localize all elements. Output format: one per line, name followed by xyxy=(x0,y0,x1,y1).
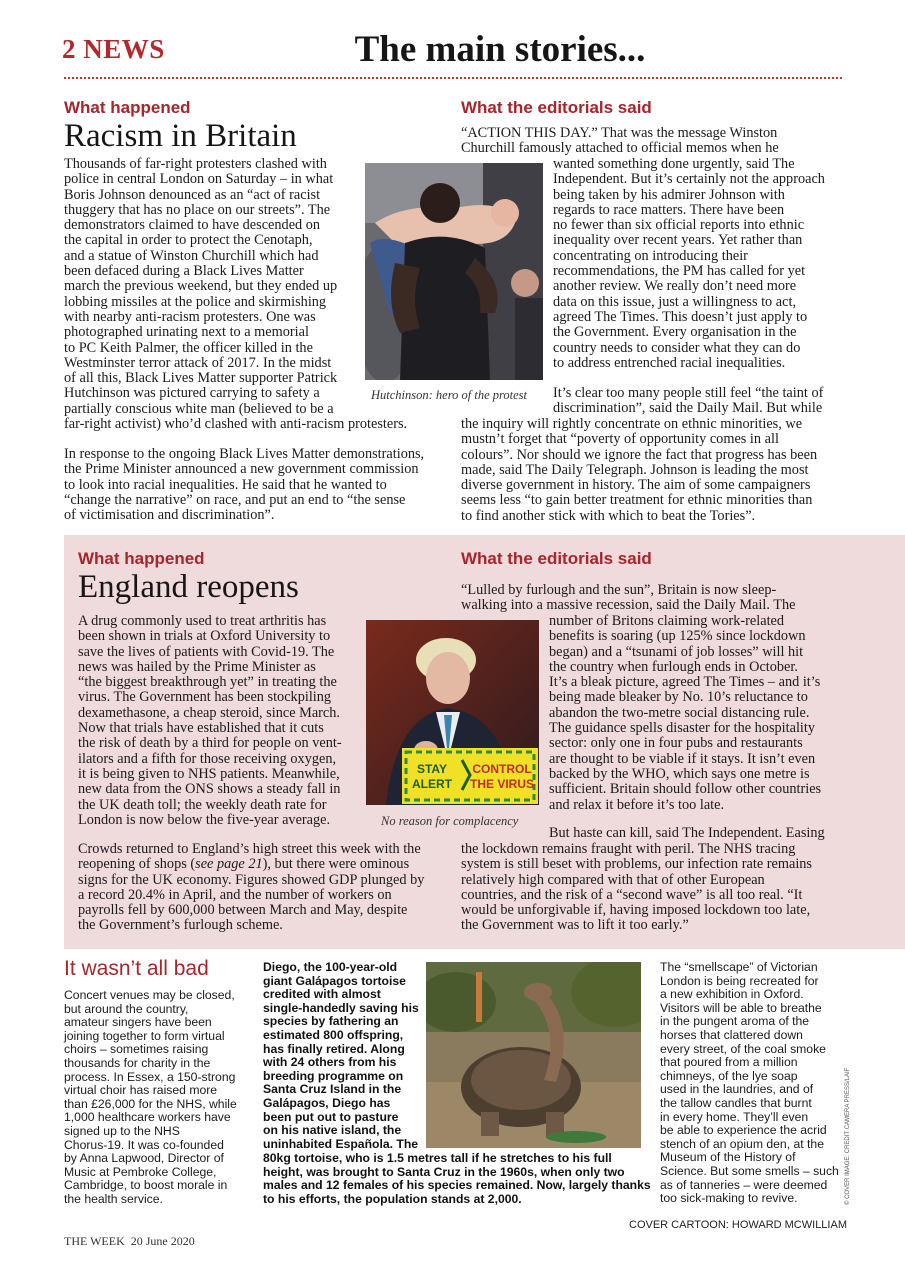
body-line: recommendations, the PM has called for yet xyxy=(553,263,806,280)
story2-editorials-bottom xyxy=(461,842,812,934)
body-line: relatively high compared with that of other European xyxy=(461,871,765,888)
body-line: But haste can kill, said The Independent. Easing xyxy=(549,825,825,841)
page-title: The main stories... xyxy=(354,29,646,70)
body-line: signs for the UK economy. Figures showed GDP plunged by xyxy=(78,871,425,888)
body-line: The guidance spells disaster for the hospitality xyxy=(549,720,816,737)
body-line: demonstrators claimed to have descended on xyxy=(64,217,321,234)
body-line: being taken by his admirer Johnson with xyxy=(553,186,785,203)
body-line: the Government. Every organisation in the xyxy=(553,324,797,341)
body-line: been put out to pasture xyxy=(263,1109,399,1124)
body-line: Hutchinson was pictured carrying to safety a xyxy=(64,385,320,402)
body-line: “the biggest breakthrough yet” in treating the xyxy=(78,674,337,691)
sign-the-virus: THE VIRUS xyxy=(469,777,535,791)
body-line: partially conscious white man (believed to be a xyxy=(64,400,334,417)
story1-editorials-bottom xyxy=(461,417,817,524)
body-line: used in the laundries, and of xyxy=(660,1082,814,1097)
body-line: to find another stick with which to beat the Tories”. xyxy=(461,507,756,524)
body-line: with 24 others from his xyxy=(263,1055,397,1070)
body-line: countries, and the risk of a “second wave” is all too real. “It xyxy=(461,886,803,903)
body-line: by Anna Lapwood, Director of xyxy=(64,1151,224,1166)
body-line: would be unforgivable if, having imposed lockdown too late, xyxy=(461,902,811,919)
body-line: it is being given to NHS patients. Meanwhile, xyxy=(78,765,340,782)
body-line: than £26,000 for the NHS, while xyxy=(64,1096,237,1111)
body-line: 1,000 healthcare workers have xyxy=(64,1110,231,1125)
story1-editorials-narrow-2 xyxy=(553,386,823,417)
body-line: far-right activist) who’d clashed with anti-racism protesters. xyxy=(64,416,408,433)
body-line: amateur singers have been xyxy=(64,1015,212,1030)
body-line: police in central London on Saturday – in what xyxy=(64,171,334,188)
body-line: no fewer than six official reports into ethnic xyxy=(553,217,805,234)
tortoise-photo xyxy=(426,962,641,1148)
body-line: Thousands of far-right protesters clashed with xyxy=(64,156,327,172)
body-line: Santa Cruz Island in the xyxy=(263,1082,402,1097)
body-line: stench of an opium den, at the xyxy=(660,1136,824,1151)
story2-headline: England reopens xyxy=(78,569,299,605)
body-line: Boris Johnson denounced as an “act of racist xyxy=(64,186,321,203)
body-line: news was hailed by the Prime Minister as xyxy=(78,658,316,675)
story1-photo-caption: Hutchinson: hero of the protest xyxy=(371,388,527,402)
story2-kicker-left: What happened xyxy=(78,549,205,568)
dotted-rule xyxy=(64,77,842,79)
body-line: estimated 800 offspring, xyxy=(263,1027,404,1042)
body-line: Cambridge, to boost morale in xyxy=(64,1178,228,1193)
body-line: benefits is soaring (up 125% since lockdown xyxy=(549,628,806,645)
body-line: new data from the ONS shows a steady fall in xyxy=(78,781,341,798)
body-line: choirs – sometimes raising xyxy=(64,1042,209,1057)
body-line: to PC Keith Palmer, the officer killed in the xyxy=(64,339,313,356)
body-line: too sick-making to revive. xyxy=(660,1191,798,1206)
body-line: Visitors will be able to breathe xyxy=(660,1000,822,1015)
body-line: sector: only one in four pubs and restaurants xyxy=(549,735,803,752)
body-line: Churchill famously attached to official memos when he xyxy=(461,140,779,157)
body-line: Chorus-19. It was co-founded xyxy=(64,1137,224,1152)
hutchinson-photo xyxy=(365,163,543,380)
body-line: number of Britons claiming work-related xyxy=(549,613,785,629)
body-line: In response to the ongoing Black Lives Matter demonstrations, xyxy=(64,446,425,462)
pm-briefing-photo xyxy=(366,620,539,805)
body-line: in every home. They’ll even xyxy=(660,1109,809,1124)
story1-kicker-left: What happened xyxy=(64,98,191,117)
body-line: colours”. Nor should we ignore the fact that progress has been xyxy=(461,446,818,463)
body-line: be able to experience the acrid xyxy=(660,1123,827,1138)
body-line: being made bleaker by No. 10’s reluctance to xyxy=(549,689,808,706)
body-line: made, said The Daily Telegraph. Johnson is leading the most xyxy=(461,461,809,478)
story1-editorials-top xyxy=(461,126,779,157)
body-line: joining together to form virtual xyxy=(64,1028,225,1043)
body-line: been defaced during a Black Lives Matter xyxy=(64,263,304,280)
body-line: credited with almost xyxy=(263,987,381,1002)
body-line: a new exhibition in Oxford. xyxy=(660,987,804,1002)
body-line: The “smellscape” of Victorian xyxy=(660,960,818,974)
body-line: Now that trials have established that it cuts xyxy=(78,720,324,737)
body-line: discrimination”, said the Daily Mail. But while xyxy=(553,400,823,417)
body-line: country needs to consider what they can do xyxy=(553,339,801,356)
body-line: photographed urinating next to a memorial xyxy=(64,324,309,341)
body-line: every street, of the coal smoke xyxy=(660,1041,826,1056)
story1-headline: Racism in Britain xyxy=(64,118,297,154)
tortoise-story-narrow xyxy=(263,961,419,1151)
body-line: data on this issue, just a willingness to act, xyxy=(553,293,797,310)
body-line: system is still beset with problems, our infection rate remains xyxy=(461,856,812,873)
body-line: another review. We really don’t need more xyxy=(553,278,797,295)
body-line: 80kg tortoise, who is 1.5 metres tall if he stretches to his full xyxy=(263,1151,612,1165)
body-line: Independent. But it’s certainly not the approach xyxy=(553,171,825,188)
body-line: as of tanneries – were deemed xyxy=(660,1177,828,1192)
body-line: and a statue of Winston Churchill which had xyxy=(64,247,319,264)
body-line: save the lives of patients with Covid-19. The xyxy=(78,643,335,660)
body-line: the inquiry will rightly concentrate on ethnic minorities, we xyxy=(461,416,803,432)
body-line: a record 20.4% in April, and the number of workers on xyxy=(78,886,392,903)
body-line: Concert venues may be closed, xyxy=(64,988,235,1002)
body-line: the UK death toll; the weekly death rate for xyxy=(78,796,327,813)
body-line: males and 12 females of his species remained. Now, largely thanks xyxy=(263,1178,651,1193)
body-line: the capital in order to protect the Cenotaph, xyxy=(64,232,313,249)
body-line: the Government was to lift it too early.” xyxy=(461,917,689,934)
body-line: dexamethasone, a cheap steroid, since March. xyxy=(78,704,341,721)
story2-body-left-2 xyxy=(78,842,424,934)
section-heading: It wasn’t all bad xyxy=(64,957,209,980)
body-line: that poured from a million xyxy=(660,1055,798,1070)
body-line: giant Galápagos tortoise xyxy=(263,973,406,988)
body-line: the Government’s furlough scheme. xyxy=(78,917,283,934)
body-line: Crowds returned to England’s high street this week with the xyxy=(78,841,421,857)
body-line: breeding programme on xyxy=(263,1068,404,1083)
body-line: horses that clattered down xyxy=(660,1027,803,1042)
body-line: Diego, the 100-year-old xyxy=(263,960,398,974)
body-line: to his efforts, the population stands at 2,000. xyxy=(263,1191,522,1206)
body-line: has finally retired. Along xyxy=(263,1041,405,1056)
body-line: to address entrenched racial inequalities. xyxy=(553,354,786,371)
body-line: London is being recreated for xyxy=(660,973,819,988)
story2-body-left xyxy=(78,614,342,828)
smellscape-story xyxy=(660,961,839,1206)
body-line: signed up to the NHS xyxy=(64,1123,180,1138)
body-line: Museum of the History of xyxy=(660,1150,796,1165)
body-line: been shown in trials at Oxford University to xyxy=(78,628,331,645)
sign-alert: ALERT xyxy=(412,777,452,791)
body-line: agreed The Times. This doesn’t just apply to xyxy=(553,308,808,325)
story2-editorials-narrow-2 xyxy=(549,826,825,841)
body-line: the Prime Minister announced a new government commission xyxy=(64,461,419,478)
body-line: regards to race matters. There have been xyxy=(553,201,785,218)
story2-kicker-right: What the editorials said xyxy=(461,549,652,568)
issue-date: THE WEEK 20 June 2020 xyxy=(64,1234,195,1248)
body-line: reopening of shops (see page 21), but there were ominous xyxy=(78,856,410,873)
body-line: It’s clear too many people still feel “the taint of xyxy=(553,385,824,401)
body-line: the tallow candles that burnt xyxy=(660,1095,812,1110)
body-line: virus. The Government has been stockpiling xyxy=(78,689,332,706)
story2-photo-caption: No reason for complacency xyxy=(381,814,519,828)
body-line: Science. But some smells – such xyxy=(660,1163,839,1178)
body-line: sufficient. Britain should follow other countries xyxy=(549,781,822,798)
body-line: the lockdown remains fraught with peril. The NHS tracing xyxy=(461,841,796,857)
body-line: the health service. xyxy=(64,1191,163,1206)
story1-kicker-right: What the editorials said xyxy=(461,98,652,117)
body-line: chimneys, of the lye soap xyxy=(660,1068,798,1083)
story2-editorials-narrow xyxy=(549,614,821,813)
body-line: the country when furlough ends in October. xyxy=(549,658,798,675)
body-line: species by fathering an xyxy=(263,1014,399,1029)
body-line: “change the narrative” on race, and put an end to “the sense xyxy=(64,491,406,508)
body-line: of victimisation and discrimination”. xyxy=(64,507,275,524)
body-line: Westminster terror attack of 2017. In the midst xyxy=(64,354,332,371)
body-line: mustn’t forget that “poverty of opportunity comes in all xyxy=(461,431,779,448)
body-line: thousands for charity in the xyxy=(64,1055,211,1070)
body-line: seems less “to gain better treatment for ethnic minorities than xyxy=(461,492,813,509)
story2-editorials-top xyxy=(461,583,795,614)
body-line: Music at Pembroke College, xyxy=(64,1164,217,1179)
tortoise-story-wide xyxy=(263,1152,651,1206)
body-line: and relax it before it’s too late. xyxy=(549,796,725,813)
body-line: concentrating on introducing their xyxy=(553,247,748,264)
photo-credit: © COVER IMAGE: CREDIT CAMERA PRESS/LAIF xyxy=(845,1067,851,1205)
story1-body-left xyxy=(64,157,407,432)
body-line: thuggery that has no place on our streets”. The xyxy=(64,201,331,218)
body-line: Galápagos, Diego has xyxy=(263,1095,391,1110)
body-line: height, was brought to Santa Cruz in the 1960s, when only two xyxy=(263,1164,625,1179)
body-line: A drug commonly used to treat arthritis has xyxy=(78,613,327,629)
body-line: in the pungent aroma of the xyxy=(660,1014,810,1029)
body-line: on his native island, the xyxy=(263,1123,402,1138)
body-line: “ACTION THIS DAY.” That was the message Winston xyxy=(461,125,778,141)
body-line: uninhabited Española. The xyxy=(263,1136,419,1151)
body-line: the risk of death by a third for people on vent- xyxy=(78,735,342,752)
body-line: to look into racial inequalities. He said that he wanted to xyxy=(64,476,387,493)
body-line: backed by the WHO, which says one metre is xyxy=(549,765,810,782)
body-line: but around the country, xyxy=(64,1001,189,1016)
page-number: 2 NEWS xyxy=(62,34,165,64)
body-line: single-handedly saving his xyxy=(263,1000,419,1015)
body-line: virtual choir has raised more xyxy=(64,1083,218,1098)
choir-story xyxy=(64,989,237,1207)
body-line: London is now below the five-year average. xyxy=(78,811,331,828)
sign-control: CONTROL xyxy=(472,762,532,776)
body-line: “Lulled by furlough and the sun”, Britain is now sleep- xyxy=(461,582,777,598)
body-line: inequality over recent years. Yet rather than xyxy=(553,232,803,249)
body-line: walking into a massive recession, said the Daily Mail. The xyxy=(461,597,796,614)
story1-body-left-2 xyxy=(64,447,424,523)
cover-credit: COVER CARTOON: HOWARD MCWILLIAM xyxy=(629,1219,847,1231)
body-line: It’s a bleak picture, agreed The Times – and it’s xyxy=(549,674,821,691)
story1-editorials-narrow xyxy=(553,157,825,371)
sign-stay: STAY xyxy=(416,762,448,776)
body-line: ilators and a fifth for those receiving oxygen, xyxy=(78,750,337,767)
body-line: payrolls fell by 600,000 between March and May, despite xyxy=(78,902,408,919)
body-line: abandon the two-metre social distancing rule. xyxy=(549,704,810,721)
body-line: march the previous weekend, but they ended up xyxy=(64,278,338,295)
body-line: with nearby anti-racism protesters. One was xyxy=(64,308,316,325)
body-line: of all this, Black Lives Matter supporter Patrick xyxy=(64,370,338,387)
body-line: diverse government in history. The aim of some campaigners xyxy=(461,477,811,494)
body-line: process. In Essex, a 150-strong xyxy=(64,1069,236,1084)
body-line: began) and a “tsunami of job losses” will hit xyxy=(549,643,804,660)
body-line: lobbing missiles at the police and skirmishing xyxy=(64,293,327,310)
body-line: are thought to be viable if it stays. It isn’t even xyxy=(549,750,816,767)
body-line: wanted something done urgently, said The xyxy=(553,156,795,172)
